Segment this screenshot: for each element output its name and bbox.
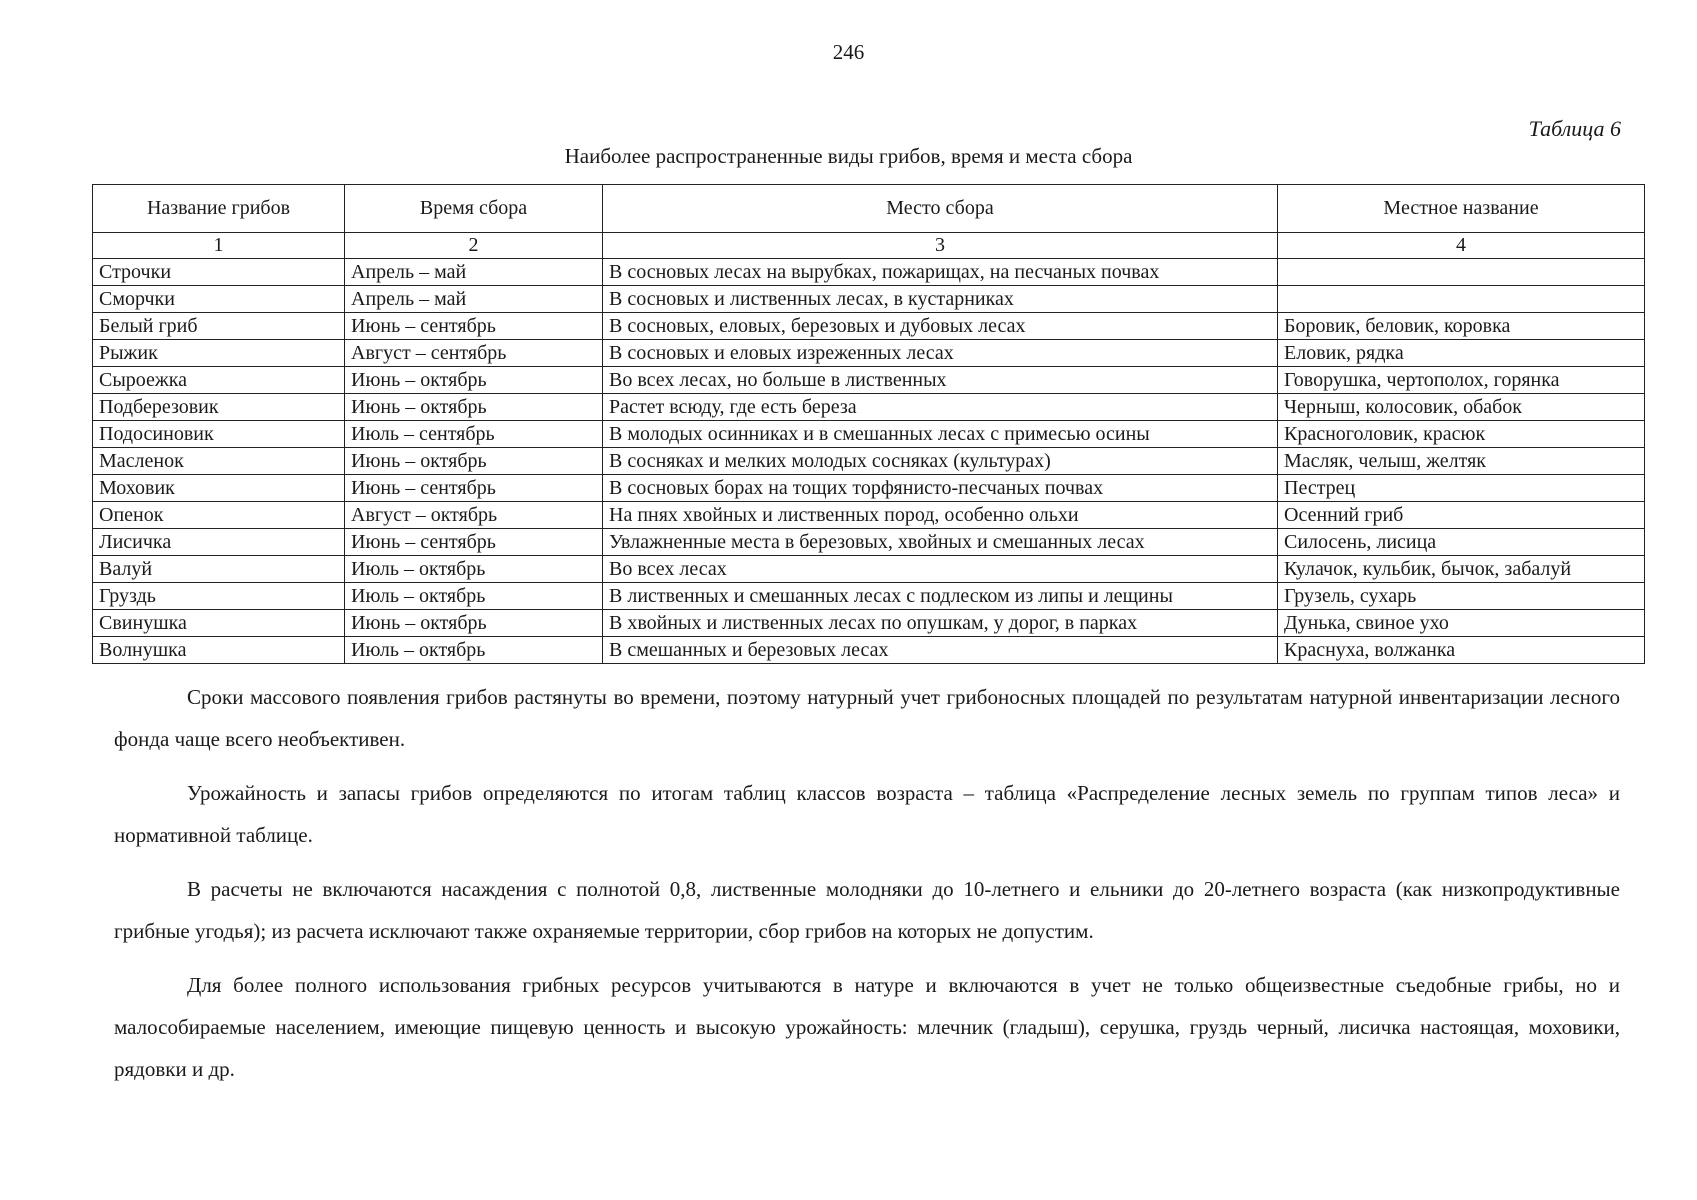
cell-collection-time: Апрель – май — [345, 286, 603, 313]
cell-mushroom-name: Волнушка — [93, 637, 345, 664]
table-header-row — [93, 185, 1645, 233]
cell-local-name — [1278, 286, 1645, 313]
table-row — [93, 556, 1645, 583]
table-row — [93, 475, 1645, 502]
cell-mushroom-name: Валуй — [93, 556, 345, 583]
cell-collection-time: Август – сентябрь — [345, 340, 603, 367]
cell-collection-time: Апрель – май — [345, 259, 603, 286]
cell-local-name: Грузель, сухарь — [1278, 583, 1645, 610]
cell-collection-place: Во всех лесах — [603, 556, 1278, 583]
table-row — [93, 637, 1645, 664]
table-row — [93, 421, 1645, 448]
column-number-row — [93, 233, 1645, 259]
cell-mushroom-name: Лисичка — [93, 529, 345, 556]
cell-collection-place: В молодых осинниках и в смешанных лесах с примесью осины — [603, 421, 1278, 448]
cell-local-name: Осенний гриб — [1278, 502, 1645, 529]
page-number: 246 — [832, 40, 865, 64]
cell-mushroom-name: Рыжик — [93, 340, 345, 367]
paragraph: Сроки массового появления грибов растянуты во времени, поэтому натурный учет грибоносных площадей по результатам натурной инвентаризации лесного фонда чаще всего необъективен. — [114, 685, 1620, 751]
cell-collection-time: Июнь – октябрь — [345, 448, 603, 475]
cell-mushroom-name: Груздь — [93, 583, 345, 610]
cell-collection-place: В сосновых лесах на вырубках, пожарищах, на песчаных почвах — [603, 259, 1278, 286]
cell-collection-time: Август – октябрь — [345, 502, 603, 529]
cell-collection-place: Растет всюду, где есть береза — [603, 394, 1278, 421]
paragraph: В расчеты не включаются насаждения с полнотой 0,8, лиственные молодняки до 10-летнего и ельники до 20-летнего возраста (как низкопродуктивные грибные угодья); из расчета исключают также охраняемые территории, сбор грибов на которых не допустим. — [114, 877, 1620, 943]
cell-local-name: Говорушка, чертополох, горянка — [1278, 367, 1645, 394]
cell-local-name: Боровик, беловик, коровка — [1278, 313, 1645, 340]
cell-collection-place: В сосняках и мелких молодых сосняках (культурах) — [603, 448, 1278, 475]
cell-collection-place: В сосновых и лиственных лесах, в кустарниках — [603, 286, 1278, 313]
cell-mushroom-name: Белый гриб — [93, 313, 345, 340]
cell-local-name — [1278, 259, 1645, 286]
cell-collection-time: Июль – октябрь — [345, 556, 603, 583]
cell-collection-place: В сосновых борах на тощих торфянисто-песчаных почвах — [603, 475, 1278, 502]
cell-collection-place: В смешанных и березовых лесах — [603, 637, 1278, 664]
cell-collection-place: В сосновых и еловых изреженных лесах — [603, 340, 1278, 367]
body-text — [114, 676, 1620, 1102]
cell-local-name: Дунька, свиное ухо — [1278, 610, 1645, 637]
paragraph: Урожайность и запасы грибов определяются по итогам таблиц классов возраста – таблица «Распределение лесных земель по группам типов леса» и нормативной таблице. — [114, 781, 1620, 847]
cell-local-name: Еловик, рядка — [1278, 340, 1645, 367]
table-row — [93, 502, 1645, 529]
paragraph: Для более полного использования грибных ресурсов учитываются в натуре и включаются в учет не только общеизвестные съедобные грибы, но и малособираемые населением, имеющие пищевую ценность и высокую урожайность: млечник (гладыш), серушка, груздь черный, лисичка настоящая, моховики, рядовки и др. — [114, 973, 1620, 1081]
column-number: 3 — [603, 233, 1278, 259]
cell-collection-time: Июнь – сентябрь — [345, 475, 603, 502]
cell-collection-time: Июнь – октябрь — [345, 367, 603, 394]
cell-collection-time: Июнь – сентябрь — [345, 313, 603, 340]
column-number: 1 — [93, 233, 345, 259]
table-caption: Наиболее распространенные виды грибов, время и места сбора — [564, 144, 1133, 168]
cell-local-name: Красноголовик, красюк — [1278, 421, 1645, 448]
cell-collection-place: На пнях хвойных и лиственных пород, особенно ольхи — [603, 502, 1278, 529]
table-row — [93, 367, 1645, 394]
cell-collection-time: Июль – октябрь — [345, 637, 603, 664]
cell-mushroom-name: Опенок — [93, 502, 345, 529]
cell-collection-time: Июнь – октябрь — [345, 394, 603, 421]
cell-local-name: Пестрец — [1278, 475, 1645, 502]
cell-mushroom-name: Сыроежка — [93, 367, 345, 394]
table-row — [93, 529, 1645, 556]
header-mushroom-name: Название грибов — [93, 185, 345, 233]
table-row — [93, 448, 1645, 475]
table-row — [93, 286, 1645, 313]
cell-mushroom-name: Подберезовик — [93, 394, 345, 421]
table-label: Таблица 6 — [1528, 116, 1621, 141]
cell-collection-place: Во всех лесах, но больше в лиственных — [603, 367, 1278, 394]
cell-mushroom-name: Свинушка — [93, 610, 345, 637]
cell-mushroom-name: Строчки — [93, 259, 345, 286]
table-body — [93, 259, 1645, 664]
cell-local-name: Кулачок, кульбик, бычок, забалуй — [1278, 556, 1645, 583]
table-row — [93, 313, 1645, 340]
cell-collection-time: Июль – октябрь — [345, 583, 603, 610]
cell-mushroom-name: Сморчки — [93, 286, 345, 313]
cell-collection-time: Июль – сентябрь — [345, 421, 603, 448]
header-collection-time: Время сбора — [345, 185, 603, 233]
table-row — [93, 583, 1645, 610]
cell-collection-time: Июнь – сентябрь — [345, 529, 603, 556]
cell-mushroom-name: Подосиновик — [93, 421, 345, 448]
cell-local-name: Черныш, колосовик, обабок — [1278, 394, 1645, 421]
column-number: 2 — [345, 233, 603, 259]
cell-local-name: Масляк, челыш, желтяк — [1278, 448, 1645, 475]
header-collection-place: Место сбора — [603, 185, 1278, 233]
column-number: 4 — [1278, 233, 1645, 259]
cell-local-name: Краснуха, волжанка — [1278, 637, 1645, 664]
mushroom-table — [92, 184, 1645, 664]
header-local-name: Местное название — [1278, 185, 1645, 233]
cell-collection-place: Увлажненные места в березовых, хвойных и смешанных лесах — [603, 529, 1278, 556]
cell-collection-place: В хвойных и лиственных лесах по опушкам, у дорог, в парках — [603, 610, 1278, 637]
table-row — [93, 340, 1645, 367]
cell-mushroom-name: Масленок — [93, 448, 345, 475]
cell-collection-place: В сосновых, еловых, березовых и дубовых лесах — [603, 313, 1278, 340]
table-row — [93, 394, 1645, 421]
cell-local-name: Силосень, лисица — [1278, 529, 1645, 556]
cell-mushroom-name: Моховик — [93, 475, 345, 502]
cell-collection-place: В лиственных и смешанных лесах с подлеском из липы и лещины — [603, 583, 1278, 610]
cell-collection-time: Июнь – октябрь — [345, 610, 603, 637]
table-row — [93, 259, 1645, 286]
table-row — [93, 610, 1645, 637]
